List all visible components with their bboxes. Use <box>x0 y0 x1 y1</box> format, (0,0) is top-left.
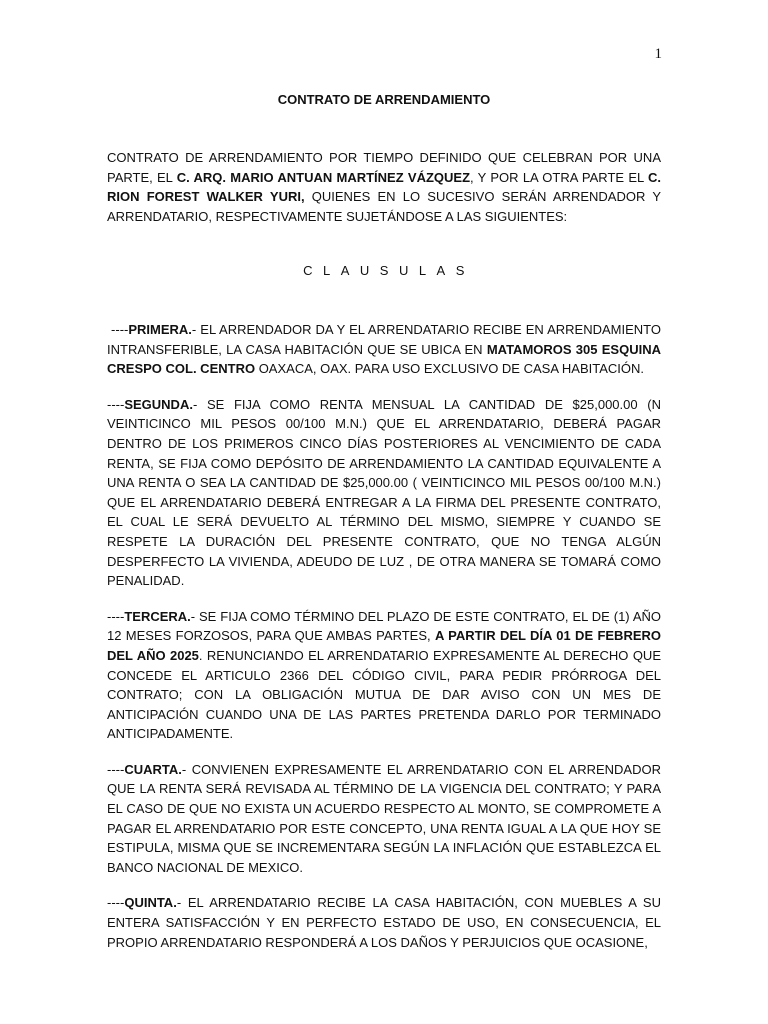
clause-tercera <box>107 607 661 744</box>
property-address: MATAMOROS 305 ESQUINA CRESPO COL. CENTRO <box>107 341 661 377</box>
intro-text-3: QUIENES EN LO SUCESIVO SERÁN ARRENDADOR Y ARRENDATARIO, RESPECTIVAMENTE SUJETÁNDOSE A LAS SIGUIENTES: <box>107 189 661 224</box>
clause-name-primera: PRIMERA. <box>128 322 192 337</box>
clause-primera-text-1: - EL ARRENDADOR DA Y EL ARRENDATARIO RECIBE EN ARRENDAMIENTO INTRANSFERIBLE, LA CASA HABITACIÓN QUE SE UBICA EN <box>107 322 661 357</box>
clause-lead: ---- <box>107 322 129 337</box>
clause-segunda-text: - SE FIJA COMO RENTA MENSUAL LA CANTIDAD DE $25,000.00 (N VEINTICINCO MIL PESOS 00/100 M.N.) QUE EL ARRENDATARIO, DEBERÁ PAGAR DENTRO DE LOS PRIMEROS CINCO DÍAS POSTERIORES AL VENCIMIENTO DE CADA RENTA, SE FIJA COMO DEPÓSITO DE ARRENDAMIENTO LA CANTIDAD EQUIVALENTE A UNA RENTA O SEA LA CANTIDAD DE $25,000.00 ( VEINTICINCO MIL PESOS 00/100 M.N.) QUE EL ARRENDATARIO DEBERÁ ENTREGAR A LA FIRMA DEL PRESENTE CONTRATO, EL CUAL LE SERÁ DEVUELTO AL TÉRMINO DEL MISMO, SIEMPRE Y CUANDO SE RESPETE LA DURACIÓN DEL PRESENTE CONTRATO, QUE NO TENGA ALGÚN DESPERFECTO LA VIVIENDA, ADEUDO DE LUZ , DE OTRA MANERA SE TOMARÁ COMO PENALIDAD. <box>107 396 661 589</box>
intro-text-2: , Y POR LA OTRA PARTE EL <box>470 169 649 185</box>
arrendador-name: C. ARQ. MARIO ANTUAN MARTÍNEZ VÁZQUEZ <box>176 169 471 185</box>
clause-segunda <box>107 395 661 591</box>
clause-tercera-text-1: - SE FIJA COMO TÉRMINO DEL PLAZO DE ESTE CONTRATO, EL DE (1) AÑO 12 MESES FORZOSOS, PARA QUE AMBAS PARTES, <box>107 608 661 644</box>
clause-lead: ---- <box>107 396 125 412</box>
clause-tercera-text-2: . RENUNCIANDO EL ARRENDATARIO EXPRESAMENTE AL DERECHO QUE CONCEDE EL ARTICULO 2366 DEL CÓDIGO CIVIL, PARA PEDIR PRÓRROGA DEL CONTRATO; CON LA OBLIGACIÓN MUTUA DE DAR AVISO CON UN MES DE ANTICIPACIÓN CUANDO UNA DE LAS PARTES PRETENDA DARLO POR TERMINADO ANTICIPADAMENTE. <box>107 647 661 742</box>
clause-primera-text-2: OAXACA, OAX. PARA USO EXCLUSIVO DE CASA HABITACIÓN. <box>255 361 644 377</box>
clause-name-segunda: SEGUNDA. <box>124 396 193 412</box>
clause-primera <box>107 320 661 379</box>
intro-paragraph <box>107 148 661 226</box>
clause-quinta <box>107 893 661 952</box>
clauses-section <box>107 320 661 968</box>
clause-name-cuarta: CUARTA. <box>124 761 182 777</box>
intro-text-1: CONTRATO DE ARRENDAMIENTO POR TIEMPO DEFINIDO QUE CELEBRAN POR UNA PARTE, EL <box>107 150 661 185</box>
clause-lead: ---- <box>107 761 125 777</box>
start-date: A PARTIR DEL DÍA 01 DE FEBRERO DEL AÑO 2025 <box>107 628 662 663</box>
clause-name-quinta: QUINTA. <box>124 895 177 911</box>
clause-quinta-text: - EL ARRENDATARIO RECIBE LA CASA HABITACIÓN, CON MUEBLES A SU ENTERA SATISFACCIÓN Y EN PERFECTO ESTADO DE USO, EN CONSECUENCIA, EL PROPIO ARRENDATARIO RESPONDERÁ A LOS DAÑOS Y PERJUICIOS QUE OCASIONE, <box>107 895 661 950</box>
clause-cuarta <box>107 760 661 878</box>
arrendatario-name: C. RION FOREST WALKER YURI, <box>107 169 662 205</box>
clause-lead: ---- <box>107 895 125 911</box>
document-title: CONTRATO DE ARRENDAMIENTO <box>277 92 491 107</box>
page-number: 1 <box>654 46 662 62</box>
clause-name-tercera: TERCERA. <box>124 608 191 624</box>
clausulas-heading: CLAUSULAS <box>303 263 475 278</box>
clause-cuarta-text: - CONVIENEN EXPRESAMENTE EL ARRENDATARIO CON EL ARRENDADOR QUE LA RENTA SERÁ REVISADA AL TÉRMINO DE LA VIGENCIA DEL CONTRATO; Y PARA EL CASO DE QUE NO EXISTA UN ACUERDO RESPECTO AL MONTO, SE COMPROMETE A PAGAR EL ARRENDATARIO POR ESTE CONCEPTO, UNA RENTA IGUAL A LA QUE HOY SE ESTIPULA, MISMA QUE SE INCREMENTARA SEGÚN LA INFLACIÓN QUE ESTABLEZCA EL BANCO NACIONAL DE MEXICO. <box>107 761 661 875</box>
clause-lead: ---- <box>107 608 125 624</box>
